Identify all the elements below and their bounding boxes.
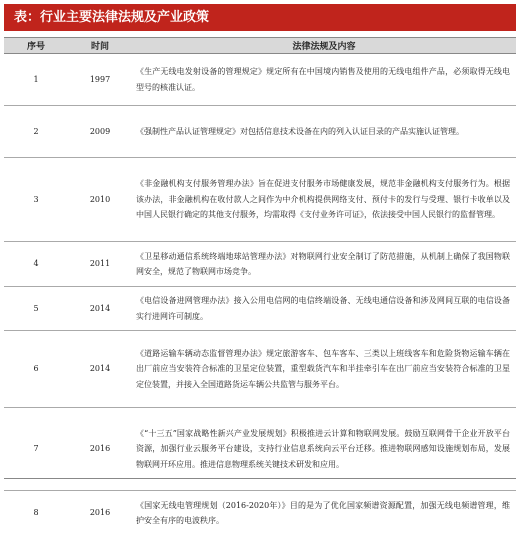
row-seq: 1 bbox=[4, 54, 68, 106]
table-row bbox=[4, 287, 516, 331]
regulations-table bbox=[4, 37, 516, 479]
row-seq: 5 bbox=[4, 287, 68, 331]
table-row bbox=[4, 54, 516, 106]
row-seq: 3 bbox=[4, 158, 68, 242]
row-content: 《卫星移动通信系统终端地球站管理办法》对物联网行业安全制订了防范措施，从机制上确保了我国物联网安全，规范了物联网市场竞争。 bbox=[132, 242, 516, 287]
row-year: 1997 bbox=[68, 54, 132, 106]
row-content: 《国家无线电管理规划（2016-2020年）》目的是为了优化国家频谱资源配置，加强无线电频谱管理，维护安全有序的电波秩序。 bbox=[132, 491, 516, 535]
row-year: 2016 bbox=[68, 491, 132, 535]
row-seq: 2 bbox=[4, 106, 68, 158]
header-row bbox=[4, 38, 516, 54]
table-row bbox=[4, 491, 516, 535]
row-seq: 6 bbox=[4, 331, 68, 408]
row-year: 2014 bbox=[68, 287, 132, 331]
row-year: 2011 bbox=[68, 242, 132, 287]
row-seq: 8 bbox=[4, 491, 68, 535]
row-year: 2016 bbox=[68, 408, 132, 491]
row-content: 《非金融机构支付服务管理办法》旨在促进支付服务市场健康发展，规范非金融机构支付服务行为。根据该办法，非金融机构在收付款人之间作为中介机构提供网络支付、预付卡的发行与受理、银行卡收单以及中国人民银行确定的其他支付服务，均需取得《支付业务许可证》，依法接受中国人民银行的监督管理。 bbox=[132, 158, 516, 242]
row-content: 《电信设备进网管理办法》接入公用电信网的电信终端设备、无线电通信设备和涉及网间互联的电信设备实行进网许可制度。 bbox=[132, 287, 516, 331]
row-content: 《道路运输车辆动态监督管理办法》规定旅游客车、包车客车、三类以上班线客车和危险货物运输车辆在出厂前应当安装符合标准的卫星定位装置，重型载货汽车和半挂牵引车在出厂前应当安装符合标准的卫星定位装置，并接入全国道路货运车辆公共监管与服务平台。 bbox=[132, 331, 516, 408]
header-time: 时间 bbox=[68, 38, 132, 54]
row-year: 2010 bbox=[68, 158, 132, 242]
header-content: 法律法规及内容 bbox=[132, 38, 516, 54]
header-seq: 序号 bbox=[4, 38, 68, 54]
row-content: 《生产无线电发射设备的管理规定》规定所有在中国境内销售及使用的无线电组件产品，必须取得无线电型号的核准认证。 bbox=[132, 54, 516, 106]
table-row bbox=[4, 408, 516, 491]
row-seq: 4 bbox=[4, 242, 68, 287]
table-row bbox=[4, 158, 516, 242]
row-year: 2009 bbox=[68, 106, 132, 158]
table-row bbox=[4, 106, 516, 158]
row-seq: 7 bbox=[4, 408, 68, 491]
table-row bbox=[4, 242, 516, 287]
table-row bbox=[4, 331, 516, 408]
row-year: 2014 bbox=[68, 331, 132, 408]
table-title: 表：行业主要法律法规及产业政策 bbox=[4, 4, 516, 31]
row-content: 《强制性产品认证管理规定》对包括信息技术设备在内的列入认证目录的产品实施认证管理。 bbox=[132, 106, 516, 158]
row-content: 《“十三五”国家战略性新兴产业发展规划》积极推进云计算和物联网发展。鼓励互联网骨干企业开放平台资源，加强行业云服务平台建设，支持行业信息系统向云平台迁移。推进物联网感知设施规划布局，发展物联网开环应用。推进信息物理系统关键技术研发和应用。 bbox=[132, 408, 516, 491]
